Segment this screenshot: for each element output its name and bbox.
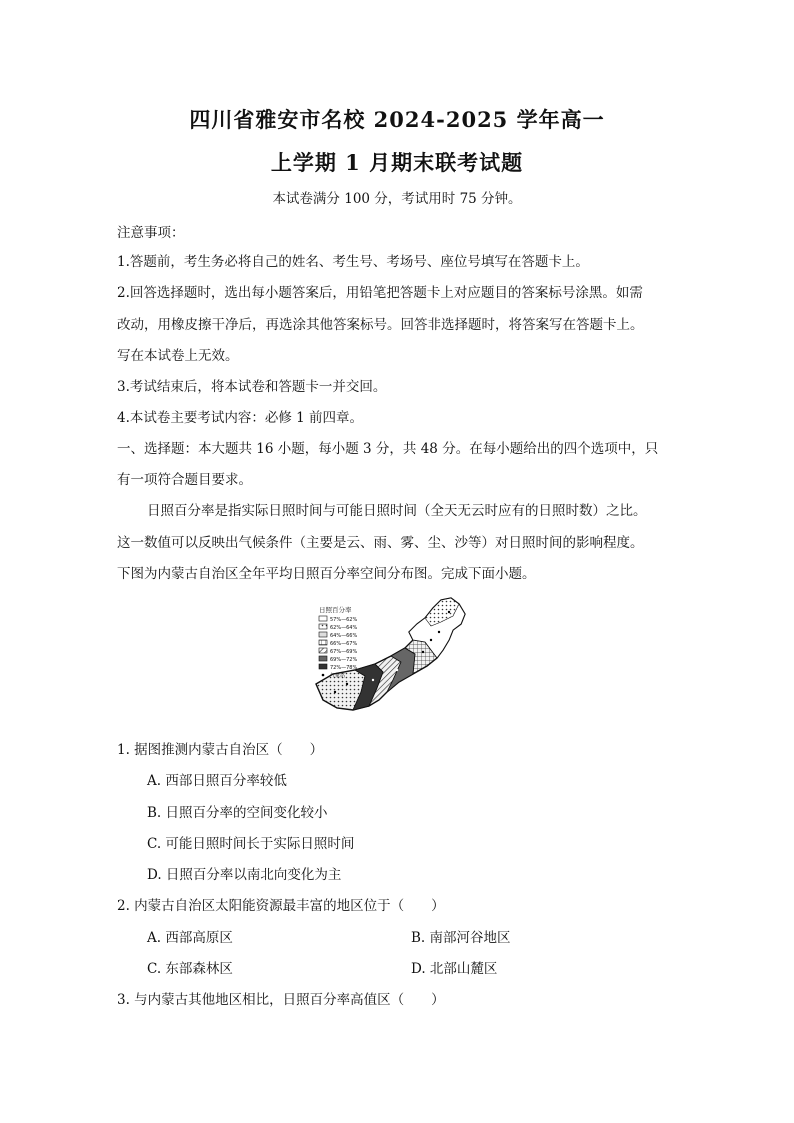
notes-item-3: 3.考试结束后，将本试卷和答题卡一并交回。	[117, 379, 387, 395]
notes-item-1: 1.答题前，考生务必将自己的姓名、考生号、考场号、座位号填写在答题卡上。	[117, 254, 589, 270]
exam-title-line1: 四川省雅安市名校 2024-2025 学年高一	[189, 107, 605, 132]
legend-swatch-7	[319, 664, 327, 669]
q1-stem: 1. 据图推测内蒙古自治区（ ）	[117, 742, 324, 758]
passage-line3: 下图为内蒙古自治区全年平均日照百分率空间分布图。完成下面小题。	[117, 566, 536, 582]
q2-stem: 2. 内蒙古自治区太阳能资源最丰富的地区位于（ ）	[117, 898, 445, 914]
q2-option-b[interactable]: B. 南部河谷地区	[411, 930, 511, 946]
legend-item-1: 57%—62%	[330, 617, 358, 623]
notes-item-2-line3: 写在本试卷上无效。	[117, 348, 239, 364]
station-marker-icon	[322, 674, 325, 677]
passage-line2: 这一数值可以反映出气候条件（主要是云、雨、雾、尘、沙等）对日照时间的影响程度。	[117, 535, 644, 551]
legend-item-4: 66%—67%	[330, 641, 358, 647]
legend-station-label: 气象站	[330, 673, 346, 679]
legend-swatch-6	[319, 656, 327, 661]
q1-option-b[interactable]: B. 日照百分率的空间变化较小	[147, 805, 328, 821]
notes-item-2-line2: 改动，用橡皮擦干净后，再选涂其他答案标号。回答非选择题时，将答案写在答题卡上。	[117, 317, 644, 333]
legend-swatch-2	[319, 624, 327, 629]
notes-item-4: 4.本试卷主要考试内容：必修 1 前四章。	[117, 410, 364, 426]
q1-option-c[interactable]: C. 可能日照时间长于实际日照时间	[147, 836, 355, 852]
passage-line1: 日照百分率是指实际日照时间与可能日照时间（全天无云时应有的日照时数）之比。	[147, 503, 647, 519]
q2-option-a[interactable]: A. 西部高原区	[147, 930, 233, 946]
legend-item-6: 69%—72%	[330, 657, 358, 663]
legend-item-5: 67%—69%	[330, 649, 358, 655]
q1-option-a[interactable]: A. 西部日照百分率较低	[147, 773, 287, 789]
q1-option-d[interactable]: D. 日照百分率以南北向变化为主	[147, 867, 342, 883]
sunshine-percentage-map	[313, 596, 475, 714]
exam-title-line2: 上学期 1 月期末联考试题	[270, 150, 524, 175]
legend-item-2: 62%—64%	[330, 625, 358, 631]
map-legend	[319, 605, 357, 679]
section1-line2: 有一项符合题目要求。	[117, 472, 252, 488]
legend-swatch-4	[319, 640, 327, 645]
legend-swatch-1	[319, 616, 327, 621]
q2-option-c[interactable]: C. 东部森林区	[147, 961, 233, 977]
legend-item-3: 64%—66%	[330, 633, 358, 639]
exam-subtitle: 本试卷满分 100 分，考试用时 75 分钟。	[272, 191, 522, 207]
notes-item-2-line1: 2.回答选择题时，选出每小题答案后，用铅笔把答题卡上对应题目的答案标号涂黑。如需	[117, 285, 643, 301]
legend-swatch-3	[319, 632, 327, 637]
legend-item-7: 72%—78%	[330, 665, 358, 671]
section1-line1: 一、选择题：本大题共 16 小题，每小题 3 分，共 48 分。在每小题给出的四个选项中，只	[117, 441, 659, 457]
notes-heading: 注意事项：	[117, 225, 185, 241]
q2-option-d[interactable]: D. 北部山麓区	[411, 961, 498, 977]
legend-title: 日照百分率	[319, 606, 352, 614]
q3-stem: 3. 与内蒙古其他地区相比，日照百分率高值区（ ）	[117, 992, 445, 1008]
legend-swatch-5	[319, 648, 327, 653]
